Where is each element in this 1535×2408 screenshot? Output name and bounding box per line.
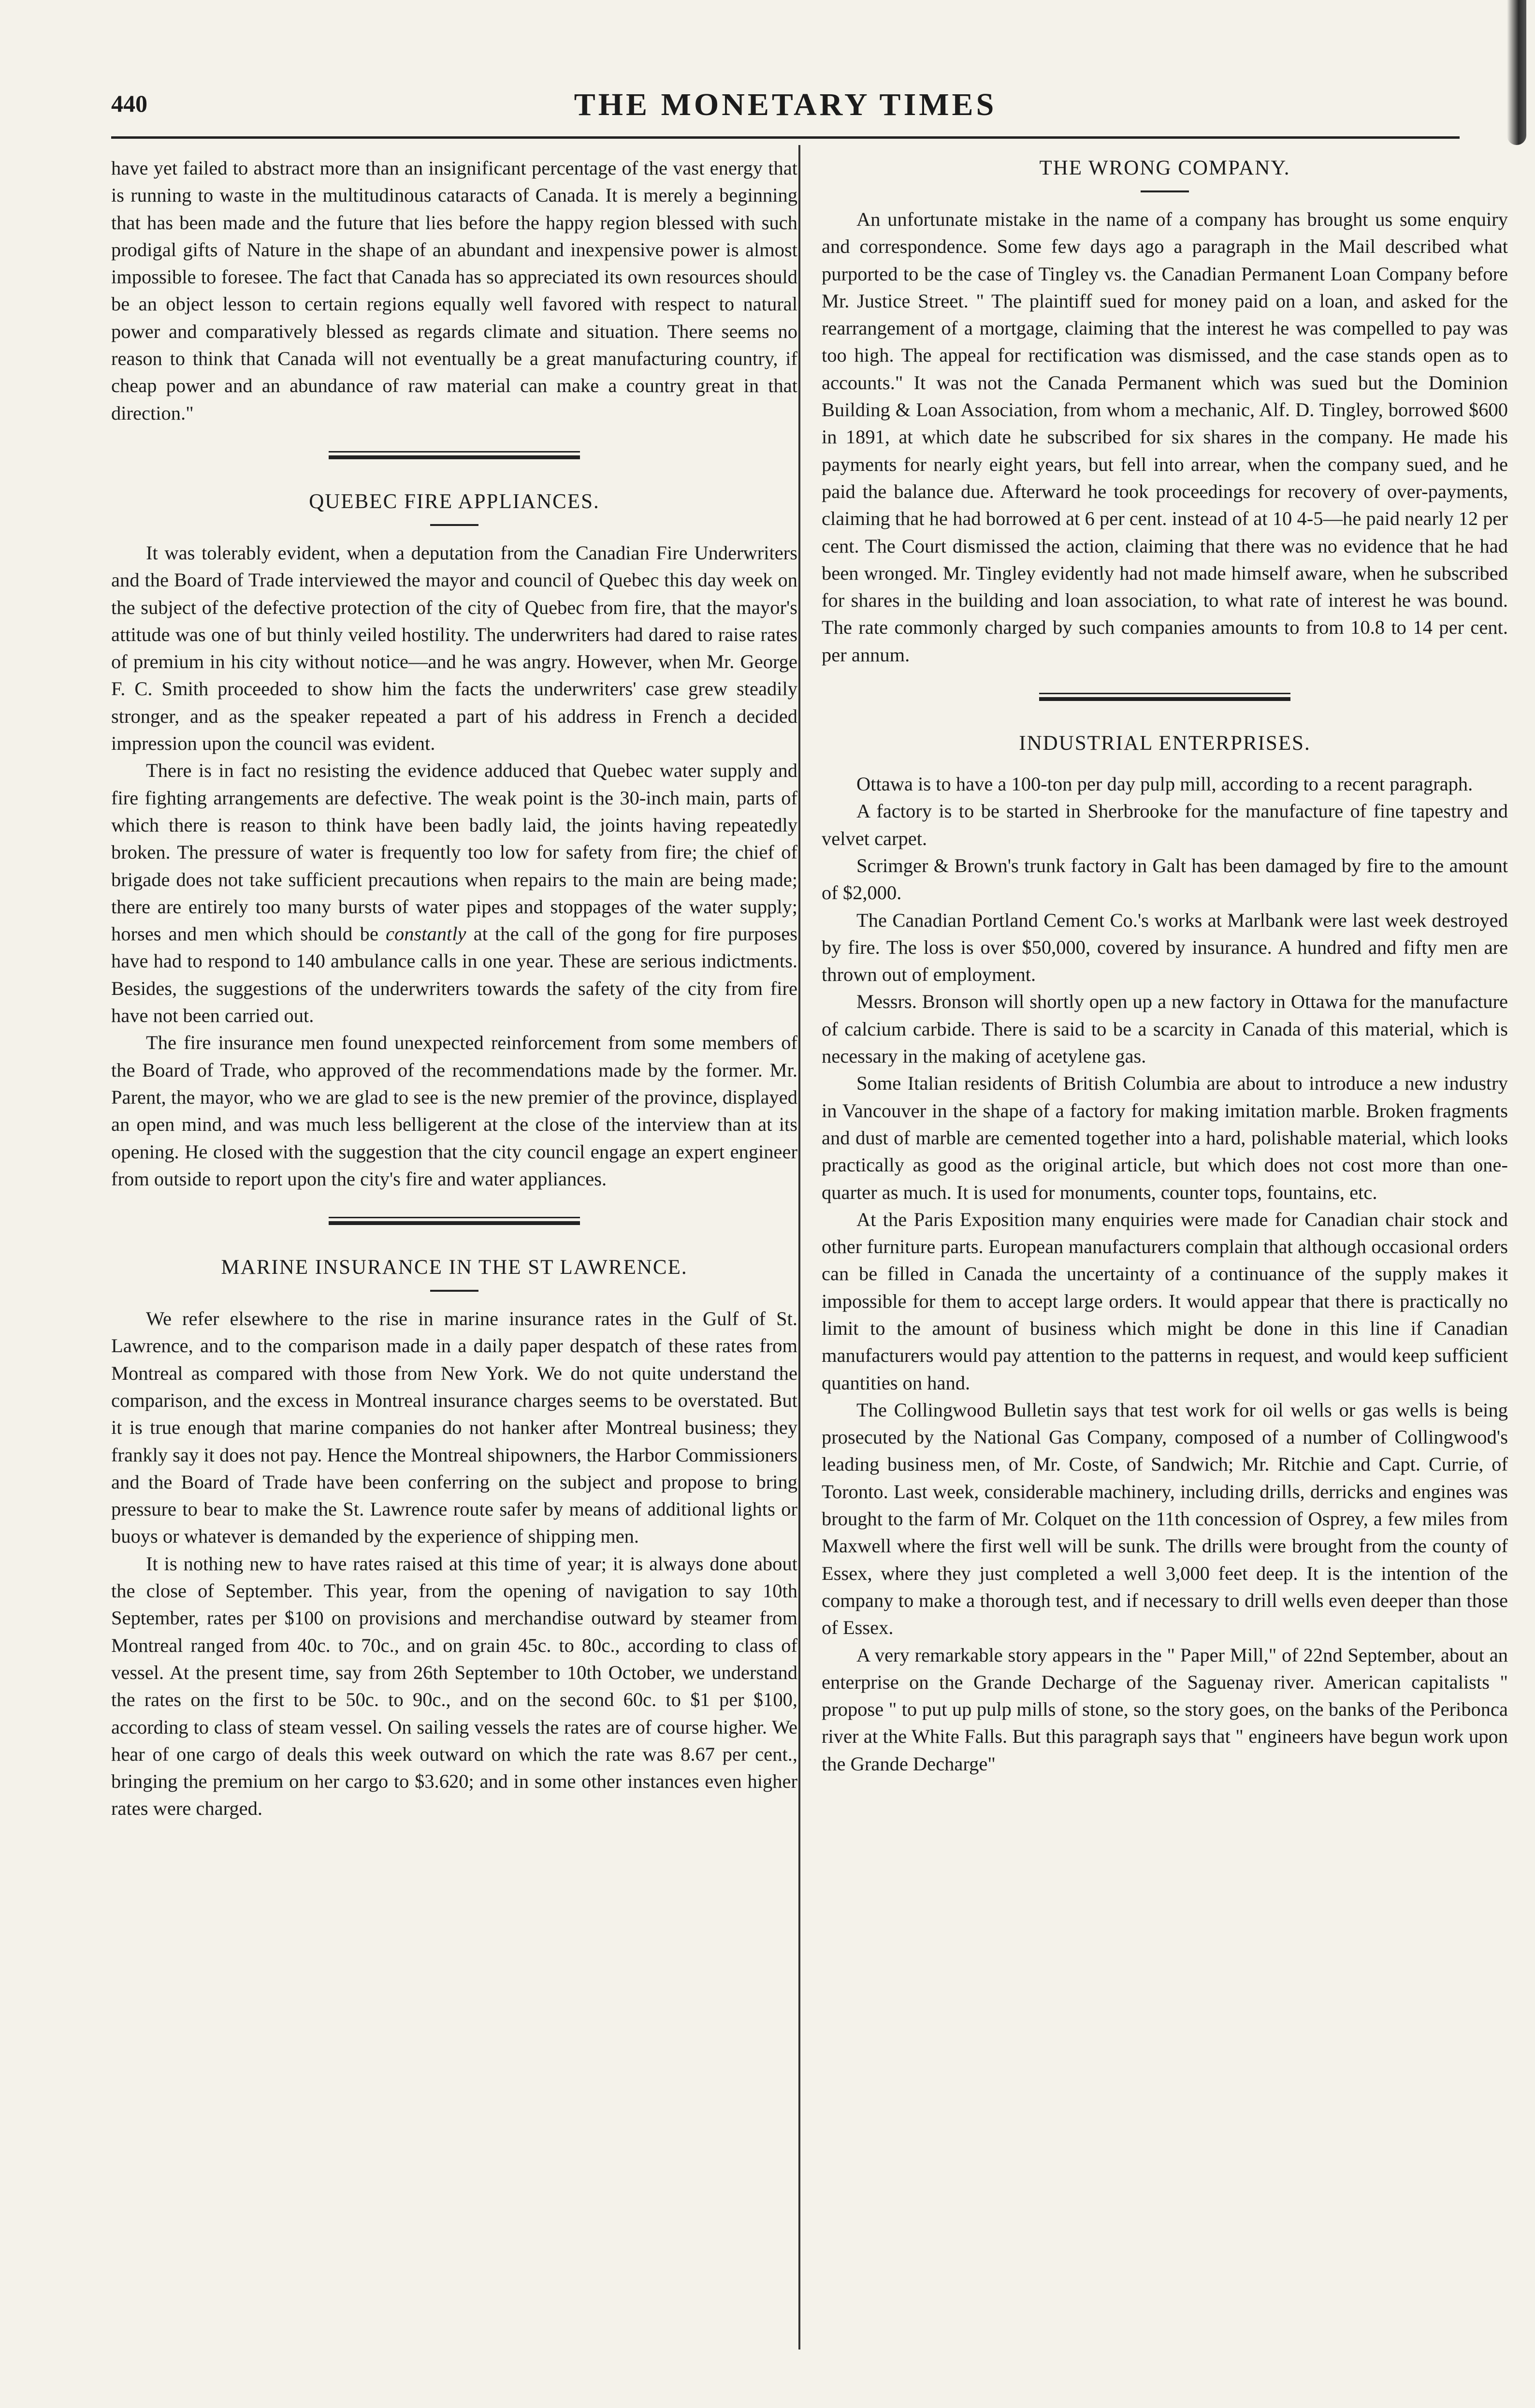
article-wrong-company bbox=[822, 155, 1508, 669]
header-rule bbox=[111, 136, 1460, 139]
title-rule bbox=[1141, 190, 1189, 192]
news-item: Ottawa is to have a 100-ton per day pulp mill, according to a recent paragraph. bbox=[856, 773, 1473, 795]
article-separator bbox=[1039, 693, 1290, 701]
article-title: QUEBEC FIRE APPLIANCES. bbox=[309, 490, 600, 513]
article-paragraph: The fire insurance men found unexpected reinforcement from some members of the Board of Trade, who approved of the recommendations made by the former. Mr. Parent, the mayor, who we are glad to see is the new premier of the province, displayed an open mind, and was much less belligerent at the close of the interview than at its opening. He closed with the suggestion that the city council engage an expert engineer from outside to report upon the city's fire and water appliances. bbox=[111, 1032, 797, 1190]
news-item: At the Paris Exposition many enquiries were made for Canadian chair stock and other furniture parts. European manufacturers complain that although occasional orders can be filled in Canada the uncertainty of a continuance of the supply makes it impossible for them to accept large orders. It would appear that there is practically no limit to the amount of business which might be done in this line if Canadian manufacturers would pay attention to the patterns in request, and would keep sufficient quantities on hand. bbox=[822, 1208, 1508, 1394]
news-item: Scrimger & Brown's trunk factory in Galt has been damaged by fire to the amount of $2,000. bbox=[822, 854, 1508, 904]
news-item: Some Italian residents of British Columbia are about to introduce a new industry in Vancouver in the shape of a factory for making imitation marble. Broken fragments and dust of marble are cemented together into a hard, polishable material, which looks practically as good as the original article, but which does not cost more than one-quarter as much. It is used for monuments, counter tops, fountains, etc. bbox=[822, 1072, 1508, 1203]
text-run: at the call of the gong for fire purposes have had to respond to 140 ambulance calls in one year. These are serious indictments. Besides, the suggestions of the underwriters towards the safety of the city from fire have not been carried out. bbox=[111, 923, 797, 1027]
article-marine-insurance bbox=[111, 1254, 797, 1823]
article-industrial-enterprises bbox=[822, 730, 1508, 1778]
article-quebec-fire-appliances bbox=[111, 488, 797, 1193]
article-title: INDUSTRIAL ENTERPRISES. bbox=[1019, 732, 1311, 755]
column-divider bbox=[798, 145, 800, 2350]
article-paragraph: It was tolerably evident, when a deputation from the Canadian Fire Underwriters and the Board of Trade interviewed the mayor and council of Quebec this day week on the subject of the defective protection of the city of Quebec from fire, that the mayor's attitude was one of but thinly veiled hostility. The underwriters had dared to raise rates of premium in his city without notice—and he was angry. However, when Mr. George F. C. Smith proceeded to show him the facts the underwriters' case grew steadily stronger, and as the speaker repeated a part of his address in French a decided impression upon the council was evident. bbox=[111, 541, 797, 755]
page-header bbox=[111, 89, 1460, 133]
article-paragraph: We refer elsewhere to the rise in marine insurance rates in the Gulf of St. Lawrence, and to the comparison made in a daily paper despatch of these rates from Montreal as compared with those from New York. We do not quite understand the comparison, and the excess in Montreal insurance charges seems to be overstated. But it is true enough that marine companies do not hanker after Montreal business; they frankly say it does not pay. Hence the Montreal shipowners, the Harbor Commissioners and the Board of Trade have been conferring on the subject and propose to bring pressure to bear to make the St. Lawrence route safer by means of additional lights or buoys or whatever is demanded by the experience of shipping men. bbox=[111, 1308, 797, 1547]
title-rule bbox=[430, 1290, 478, 1292]
article-separator bbox=[329, 1217, 580, 1225]
news-item: Messrs. Bronson will shortly open up a new factory in Ottawa for the manufacture of calcium carbide. There is said to be a scarcity in Canada of this material, which is necessary in the making of acetylene gas. bbox=[822, 991, 1508, 1067]
title-rule bbox=[430, 524, 478, 526]
news-item: A very remarkable story appears in the " Paper Mill," of 22nd September, about an enterprise on the Grande Decharge of the Saguenay river. American capitalists " propose " to put up pulp mills of stone, so the story goes, on the banks of the Peribonca river at the White Falls. But this paragraph says that " engineers have begun work upon the Grande Decharge" bbox=[822, 1644, 1508, 1775]
emphasis-text: constantly bbox=[386, 923, 466, 945]
text-run: There is in fact no resisting the evidence adduced that Quebec water supply and fire fighting arrangements are defective. The weak point is the 30-inch main, parts of which there is reason to think have been badly laid, the joints having repeatedly broken. The pressure of water is frequently too low for safety from fire; the chief of brigade does not take sufficient precautions when repairs to the main are being made; there are entirely too many bursts of water pipes and stoppages of the water supply; horses and men which should be bbox=[111, 759, 797, 945]
article-paragraph bbox=[111, 757, 797, 1029]
article-paragraph: It is nothing new to have rates raised at this time of year; it is always done about the close of September. This year, from the opening of navigation to say 10th September, rates per $100 on provisions and merchandise outward by steamer from Montreal ranged from 40c. to 70c., and on grain 45c. to 80c., according to class of vessel. At the present time, say from 26th September to 10th October, we understand the rates on the first to be 50c. to 90c., and on the second 60c. to $1 per $100, according to class of steam vessel. On sailing vessels the rates are of course higher. We hear of one cargo of deals this week outward on which the rate was 8.67 per cent., bringing the premium on her cargo to $3.620; and in some other instances even higher rates were charged. bbox=[111, 1552, 797, 1820]
left-column bbox=[111, 155, 797, 1823]
article-separator bbox=[329, 451, 580, 459]
page-edge-mark bbox=[1507, 0, 1526, 145]
page-number: 440 bbox=[111, 90, 147, 117]
masthead: THE MONETARY TIMES bbox=[574, 87, 997, 122]
news-item: A factory is to be started in Sherbrooke for the manufacture of fine tapestry and velvet carpet. bbox=[822, 800, 1508, 849]
article-paragraph: An unfortunate mistake in the name of a company has brought us some enquiry and correspondence. Some few days ago a paragraph in the Mail described what purported to be the case of Tingley vs. the Canadian Permanent Loan Company before Mr. Justice Street. " The plaintiff sued for money paid on a loan, and asked for the rearrangement of a mortgage, claiming that the interest he was compelled to pay was too high. The appeal for rectification was dismissed, and the case stands open as to accounts." It was not the Canada Permanent which was sued but the Dominion Building & Loan Association, from whom a mechanic, Alf. D. Tingley, borrowed $600 in 1891, at which date he subscribed for six shares in the company. He made his payments for nearly eight years, but fell into arrear, when the company sued, and he paid the balance due. Afterward he took proceedings for recovery of over-payments, claiming that he had borrowed at 6 per cent. instead of at 10 4-5—he paid nearly 12 per cent. The Court dismissed the action, claiming that there was no evidence that he had been wronged. Mr. Tingley evidently had not made himself aware, when he subscribed for shares in the building and loan association, to what rate of interest he was bound. The rate commonly charged by such companies amounts to from 10.8 to 14 per cent. per annum. bbox=[822, 208, 1508, 666]
right-column bbox=[822, 155, 1508, 1778]
article-title: MARINE INSURANCE IN THE ST LAWRENCE. bbox=[221, 1256, 688, 1279]
continued-paragraph: have yet failed to abstract more than an insignificant percentage of the vast energy that is running to waste in the multitudinous cataracts of Canada. It is merely a beginning that has been made and the future that lies before the happy region blessed with such prodigal gifts of Nature in the shape of an abundant and inexpensive power is almost impossible to foresee. The fact that Canada has so appreciated its own resources should be an object lesson to certain regions equally well favored with respect to natural power and comparatively blessed as regards climate and situation. There seems no reason to think that Canada will not eventually be a great manufacturing country, if cheap power and an abundance of raw material can make a country great in that direction." bbox=[111, 157, 797, 424]
article-title: THE WRONG COMPANY. bbox=[1039, 157, 1290, 179]
news-item: The Canadian Portland Cement Co.'s works at Marlbank were last week destroyed by fire. The loss is over $50,000, covered by insurance. A hundred and fifty men are thrown out of employment. bbox=[822, 909, 1508, 986]
news-item: The Collingwood Bulletin says that test work for oil wells or gas wells is being prosecuted by the National Gas Company, composed of a number of Collingwood's leading business men, of Mr. Coste, of Sandwich; Mr. Ritchie and Capt. Currie, of Toronto. Last week, considerable machinery, including drills, derricks and engines was brought to the farm of Mr. Colquet on the 11th concession of Osprey, a few miles from Maxwell where the first well will be sunk. The drills were brought from the county of Essex, where they just completed a well 3,000 feet deep. It is the intention of the company to make a thorough test, and if necessary to drill wells even deeper than those of Essex. bbox=[822, 1399, 1508, 1639]
